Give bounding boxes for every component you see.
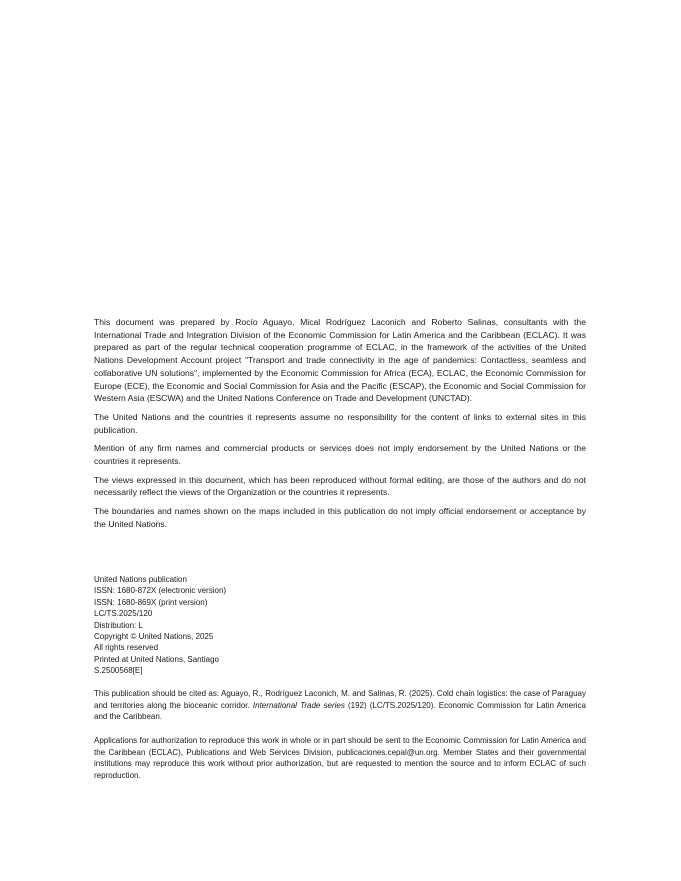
copyright: Copyright © United Nations, 2025 <box>94 632 214 642</box>
series-title: International Trade series <box>252 700 345 710</box>
distribution: Distribution: L <box>94 620 143 630</box>
rights: All rights reserved <box>94 643 159 653</box>
printed-at: Printed at United Nations, Santiago <box>94 654 219 664</box>
publication-type: United Nations publication <box>94 575 187 584</box>
issn-electronic: ISSN: 1680-872X (electronic version) <box>94 586 227 596</box>
views-disclaimer: The views expressed in this document, which has been reproduced without formal editing, are those of the authors and do not necessarily reflect the views of the Organization or the countries it represents. <box>94 474 586 498</box>
external-links-disclaimer: The United Nations and the countries it represents assume no responsibility for the content of links to external sites in this publication. <box>94 411 586 435</box>
citation-text: This publication should be cited as: Aguayo, R., Rodríguez Laconich, M. and Salinas, R. (2025). Cold chain logistics: the case of Paraguay and territories along the bioceanic corridor. <box>94 689 586 710</box>
citation-paragraph <box>94 688 586 723</box>
authorship-paragraph: This document was prepared by Rocío Aguayo, Mical Rodríguez Laconich and Roberto Salinas, consultants with the International Trade and Integration Division of the Economic Commission for Latin America and the Caribbean (ECLAC). It was prepared as part of the regular technical cooperation programme of ECLAC, in the framework of the activities of the United Nations Development Account project "Transport and trade connectivity in the age of pandemics: Contactless, seamless and collaborative UN solutions", implemented by the Economic Commission for Africa (ECA), ECLAC, the Economic Commission for Europe (ECE), the Economic and Social Commission for Asia and the Pacific (ESCAP), the Economic and Social Commission for Western Asia (ESCWA) and the United Nations Conference on Trade and Development (UNCTAD). <box>94 317 586 404</box>
citation-text-end: (192) (LC/TS.2025/120). Economic Commission for Latin America and the Caribbean. <box>94 700 587 722</box>
authorization-paragraph: Applications for authorization to reproduce this work in whole or in part should be sent to the Economic Commission for Latin America and the Caribbean (ECLAC), Publications and Web Services Division, publicaciones.cepal@un.org. Member States and their governmental institutions may reproduce this work without prior authorization, but are requested to mention the source and to inform ECLAC of such reproduction. <box>94 736 586 780</box>
issn-print: ISSN: 1680-869X (print version) <box>94 597 208 607</box>
document-symbol: LC/TS.2025/120 <box>94 609 153 619</box>
main-disclaimer-block <box>94 316 586 537</box>
maps-disclaimer: The boundaries and names shown on the maps included in this publication do not imply official endorsement or acceptance by the United Nations. <box>94 506 586 529</box>
publication-details <box>94 574 394 677</box>
sales-number: S.2500568[E] <box>94 666 143 676</box>
endorsement-disclaimer: Mention of any firm names and commercial products or services does not imply endorsement by the United Nations or the countries it represents. <box>94 443 586 467</box>
